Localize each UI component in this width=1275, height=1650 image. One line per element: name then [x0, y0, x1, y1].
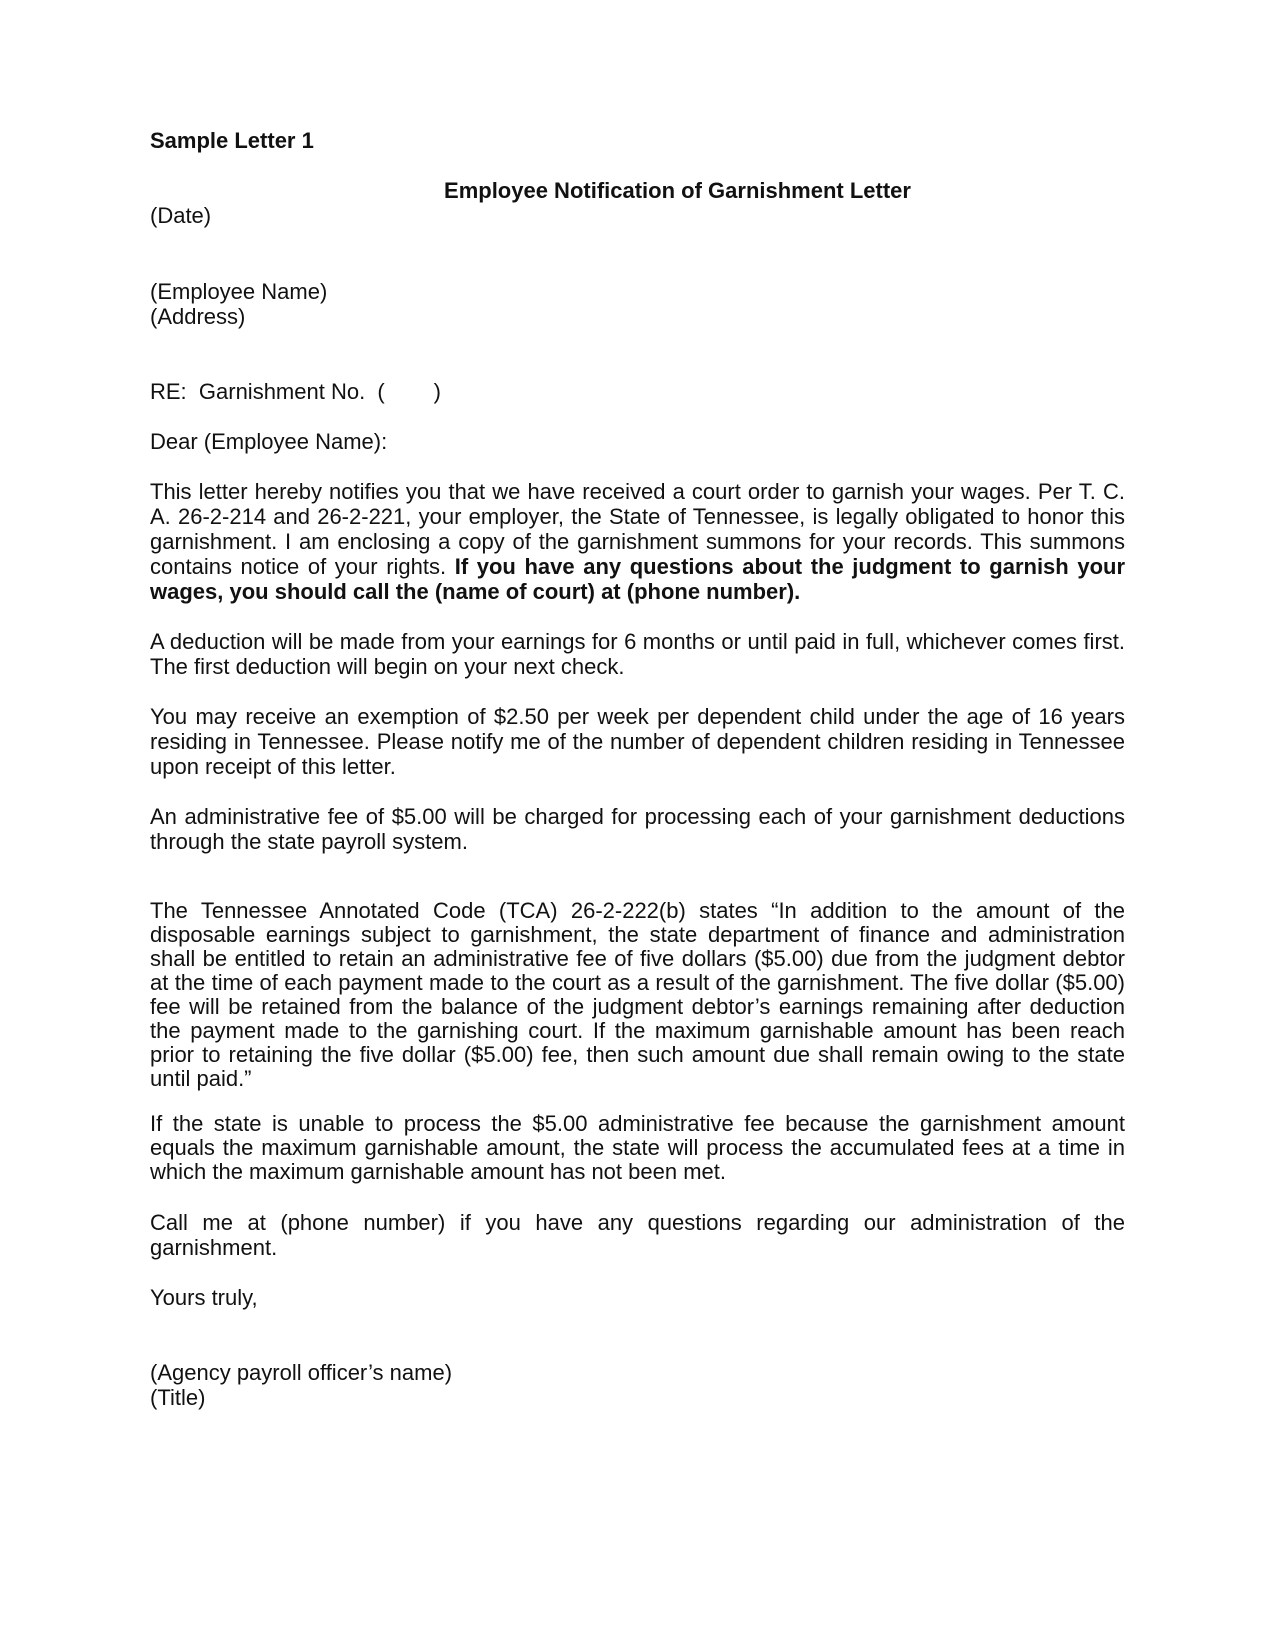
paragraph-2: A deduction will be made from your earnings for 6 months or until paid in full, whichever comes first. The first deduction will begin on your next check. — [150, 629, 1125, 679]
address-placeholder: (Address) — [150, 304, 246, 329]
paragraph-7: Call me at (phone number) if you have any questions regarding our administration of the garnishment. — [150, 1210, 1125, 1260]
paragraph-5: The Tennessee Annotated Code (TCA) 26-2-222(b) states “In addition to the amount of the disposable earnings subject to garnishment, the state department of finance and administration shall be entitled to retain an administrative fee of five dollars ($5.00) due from the judgment debtor at the time of each payment made to the court as a result of the garnishment. The five dollar ($5.00) fee will be retained from the balance of the judgment debtor’s earnings remaining after deduction the payment made to the garnishing court. If the maximum garnishable amount has been reach prior to retaining the five dollar ($5.00) fee, then such amount due shall remain owing to the state until paid.” — [150, 898, 1125, 1091]
officer-name-placeholder: (Agency payroll officer’s name) — [150, 1360, 453, 1385]
date-placeholder: (Date) — [150, 203, 212, 228]
re-line: RE: Garnishment No. ( ) — [150, 379, 441, 404]
closing: Yours truly, — [150, 1285, 258, 1310]
salutation: Dear (Employee Name): — [150, 429, 388, 454]
paragraph-3: You may receive an exemption of $2.50 per week per dependent child under the age of 16 years residing in Tennessee. Please notify me of the number of dependent children residing in Tennessee upon receipt of this letter. — [150, 704, 1125, 779]
letter-title: Employee Notification of Garnishment Letter — [444, 178, 911, 203]
paragraph-1-bold-text: If you have any questions about the judgment to garnish your wages, you should call the (name of court) at (phone number). — [150, 554, 1126, 604]
paragraph-1-text: This letter hereby notifies you that we have received a court order to garnish your wages. Per T. C. A. 26-2-214 and 26-2-221, your employer, the State of Tennessee, is legally obligated to honor this garnishment. I am enclosing a copy of the garnishment summons for your records. This summons contains notice of your rights. — [150, 479, 1125, 579]
sample-label: Sample Letter 1 — [150, 128, 314, 153]
paragraph-1 — [150, 479, 1125, 604]
paragraph-6: If the state is unable to process the $5.00 administrative fee because the garnishment amount equals the maximum garnishable amount, the state will process the accumulated fees at a time in which the maximum garnishable amount has not been met. — [150, 1111, 1125, 1184]
paragraph-4: An administrative fee of $5.00 will be charged for processing each of your garnishment deductions through the state payroll system. — [150, 804, 1125, 854]
officer-title-placeholder: (Title) — [150, 1385, 206, 1410]
employee-name-placeholder: (Employee Name) — [150, 279, 328, 304]
